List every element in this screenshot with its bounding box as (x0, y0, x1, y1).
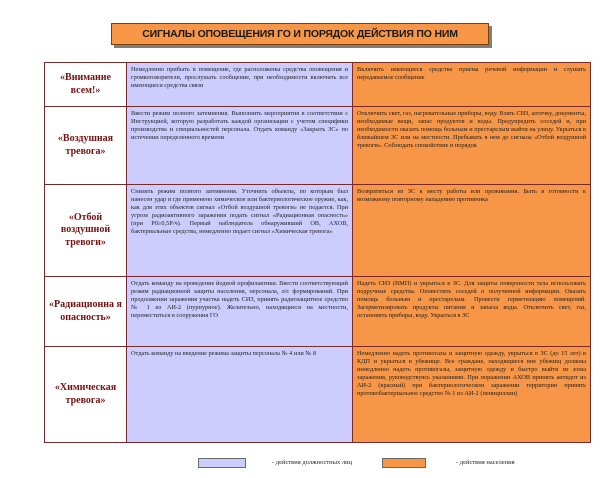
table-row (45, 63, 591, 107)
table-row (45, 185, 591, 277)
signal-name: «Отбой воздушной тревоги» (45, 185, 127, 277)
authorities-actions: Отдать команду на введение режима защиты персонала № 4 или № 8 (127, 347, 353, 443)
signal-name: «Внимание всем!» (45, 63, 127, 107)
population-actions: Отключить свет, газ, нагревательные приборы, воду. Взять СИЗ, аптечку, документы, необходимые вещи, запас продуктов и воды. Предупредить соседей и, при необходимости оказать помощь больным и престарелым выйти на улицу. Укрыться в ближайшем ЗС или на местности. Пребывать в нем до сигнала «Отбой воздушной тревоги». Соблюдать спокойствие и порядок (353, 107, 591, 185)
table-row (45, 277, 591, 347)
table-row (45, 107, 591, 185)
authorities-actions: Отдать команду на проведение йодной профилактики. Ввести соответствующий режим радиационной защиты населения, персонала, л/с формирований. При продолжении заражения участка надеть СИЗ, принять радиозащитное средство № 1 из АИ-2 (пурпурное). Желательно, находящиеся на местности, переместиться в сооружения ГО (127, 277, 353, 347)
population-actions: Немедленно надеть противогазы и защитную одежду, укрыться в ЗС (до 15 лет) в КДП и укрыться в убежище. Все граждане, находящиеся вне убежищ должны немедленно надеть противогазы, защитную одежду и быстро выйти из зоны заражения, руководствуясь указаниями. При поражении АХОВ принять антидот из АИ-2 (красный) при бактериологическом заражении территории принять противобактериальное средство № 1 из АИ-2 (пенициллин) (353, 347, 591, 443)
page-title: СИГНАЛЫ ОПОВЕЩЕНИЯ ГО И ПОРЯДОК ДЕЙСТВИЯ ПО НИМ (111, 23, 489, 45)
legend-swatch-authorities (198, 458, 246, 468)
authorities-actions: Снизить режим полного затемнения. Уточнить объекты, по которым был нанесен удар и где применено химическое или бактериологическое оружие, как, как для этих объектов сигнал «Отбой воздушной тревоги» не подается. При угрозе радиоактивного заражения подать сигнал «Радиационная опасность» (при Р0≥0,5Р/ч). Первый наблюдатель обнаруживший ОВ, АХОВ, бактериальные средства, немедленно подает сигнал «Химическая тревога» (127, 185, 353, 277)
authorities-actions: Немедленно прибыть в помещение, где расположены средства оповещения и громкоговорители, прослушать сообщение, при необходимости включить все имеющиеся средства связи (127, 63, 353, 107)
authorities-actions: Ввести режим полного затемнения. Выполнить мероприятия в соответствии с Инструкцией, которую разработать каждой организации с учетом специфики производства и специальностей персонала. Отдать команду «Закрыть ЗС» по истечении определенного времени (127, 107, 353, 185)
signal-name: «Воздушная тревога» (45, 107, 127, 185)
table-row (45, 347, 591, 443)
signals-table (44, 62, 591, 443)
legend-swatch-population (382, 458, 426, 468)
signal-name: «Радиационна я опасность» (45, 277, 127, 347)
population-actions: Надеть СИЗ (ВМП) и укрыться в ЗС. Для защиты поверхности тела использовать подручные средства. Оповестить соседей о полученной информации. Оказать помощь больным и престарелым. Провести герметизацию помещений. Загерметизировать продукты питания и запасы воды. Отключить свет, газ, остановить приборы, воду. Укрыться в ЗС (353, 277, 591, 347)
population-actions: Возвратиться из ЗС к месту работы или проживания. Быть в готовности к возможному повторному нападению противника (353, 185, 591, 277)
legend-label-population: - действия населения (456, 459, 515, 466)
signal-name: «Химическая тревога» (45, 347, 127, 443)
population-actions: Включить имеющиеся средства приема речевой информации и слушать передаваемое сообщение (353, 63, 591, 107)
legend-label-authorities: - действия должностных лиц (272, 459, 353, 466)
